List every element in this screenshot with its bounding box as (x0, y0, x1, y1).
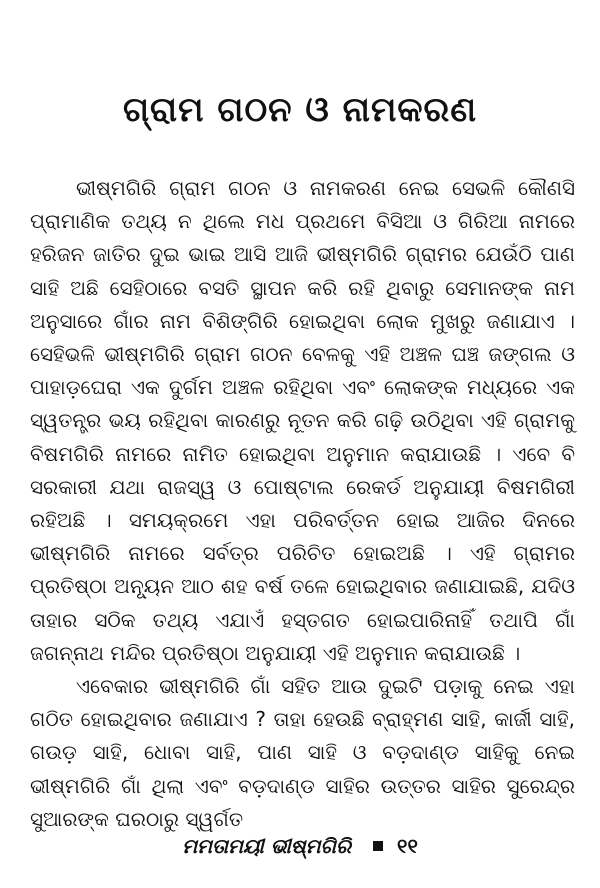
body-text (30, 172, 575, 836)
paragraph-1: ଭୀଷ୍ମଗିରି ଗ୍ରାମ ଗଠନ ଓ ନାମକରଣ ନେଇ ସେଭଳି କୌଣସି ପ୍ରାମାଣିକ ତଥ୍ୟ ନ ଥିଲେ ମଧ ପ୍ରଥମେ ବିସିଆ ଓ ଗିରିଆ ନାମରେ ହରିଜନ ଜାତିର ଦୁଇ ଭାଇ ଆସି ଆଜି ଭୀଷ୍ମଗିରି ଗ୍ରାମର ଯେଉଁଠି ପାଣ ସାହି ଅଛି ସେହିଠାରେ ବସତି ସ୍ଥାପନ କରି ରହି ଥିବାରୁ ସେମାନଙ୍କ ନାମ ଅନୁସାରେ ଗାଁର ନାମ ବିଶିଙ୍ଗିରି ହୋଇଥିବା ଲୋକ ମୁଖରୁ ଜଣାଯାଏ । ସେହିଭଳି ଭୀଷ୍ମଗିରି ଗ୍ରାମ ଗଠନ ବେଳକୁ ଏହି ଅଞ୍ଚଳ ଘଞ୍ଚ ଜଙ୍ଗଲ ଓ ପାହାଡ଼ଘେରା ଏକ ଦୁର୍ଗମ ଅଞ୍ଚଳ ରହିଥିବା ଏବଂ ଲୋକଙ୍କ ମଧ୍ୟରେ ଏକ ସ୍ୱତନ୍ତ୍ର ଭୟ ରହିଥିବା କାରଣରୁ ନୂତନ କରି ଗଢ଼ି ଉଠିଥିବା ଏହି ଗ୍ରାମକୁ ବିଷମଗିରି ନାମରେ ନାମିତ ହୋଇଥିବା ଅନୁମାନ କରାଯାଉଛି । ଏବେ ବି ସରକାରୀ ଯଥା ରାଜସ୍ୱ ଓ ପୋଷ୍ଟାଲ ରେକର୍ଡ ଅନୁଯାୟୀ ବିଷମଗିରୀ ରହିଅଛି । ସମୟକ୍ରମେ ଏହା ପରିବର୍ତ୍ତନ ହୋଇ ଆଜିର ଦିନରେ ଭୀଷ୍ମଗିରି ନାମରେ ସର୍ବତ୍ର ପରିଚିତ ହୋଇଅଛି । ଏହି ଗ୍ରାମର ପ୍ରତିଷ୍ଠା ଅନ୍ୟୂନ ଆଠ ଶହ ବର୍ଷ ତଳେ ହୋଇଥିବାର ଜଣାଯାଇଛି, ଯଦିଓ ତାହାର ସଠିକ ତଥ୍ୟ ଏଯାଏଁ ହସ୍ତଗତ ହୋଇପାରିନାହିଁ ତଥାପି ଗାଁ ଜଗନ୍ନାଥ ମନ୍ଦିର ପ୍ରତିଷ୍ଠା ଅନୁଯାୟୀ ଏହି ଅନୁମାନ କରାଯାଉଛି । (30, 176, 575, 665)
page-footer (0, 834, 600, 858)
page-title: ଗ୍ରାମ ଗଠନ ଓ ନାମକରଣ (122, 90, 478, 130)
square-bullet-icon (373, 841, 383, 851)
page-number: ୧୧ (397, 834, 418, 858)
paragraph-2: ଏବେକାର ଭୀଷ୍ମଗିରି ଗାଁ ସହିତ ଆଉ ଦୁଇଟି ପଡ଼ାକୁ ନେଇ ଏହା ଗଠିତ ହୋଇଥିବାର ଜଣାଯାଏ ? ତାହା ହେଉଛି ବ୍ରାହ୍ମଣ ସାହି, କାର୍ଜୀ ସାହି, ଗଉଡ଼ ସାହି, ଧୋବା ସାହି, ପାଣ ସାହି ଓ ବଡ଼ଦାଣ୍ଡ ସାହିକୁ ନେଇ ଭୀଷ୍ମଗିରି ଗାଁ ଥିଲା ଏବଂ ବଡ଼ଦାଣ୍ଡ ସାହିର ଉତ୍ତର ସାହିର ସୁରେନ୍ଦ୍ର ସୁଆରଙ୍କ ଘରଠାରୁ ସ୍ୱର୍ଗତ (30, 674, 575, 831)
footer-book-title: ମମତାମୟୀ ଭୀଷ୍ମଗିରି (182, 834, 352, 858)
